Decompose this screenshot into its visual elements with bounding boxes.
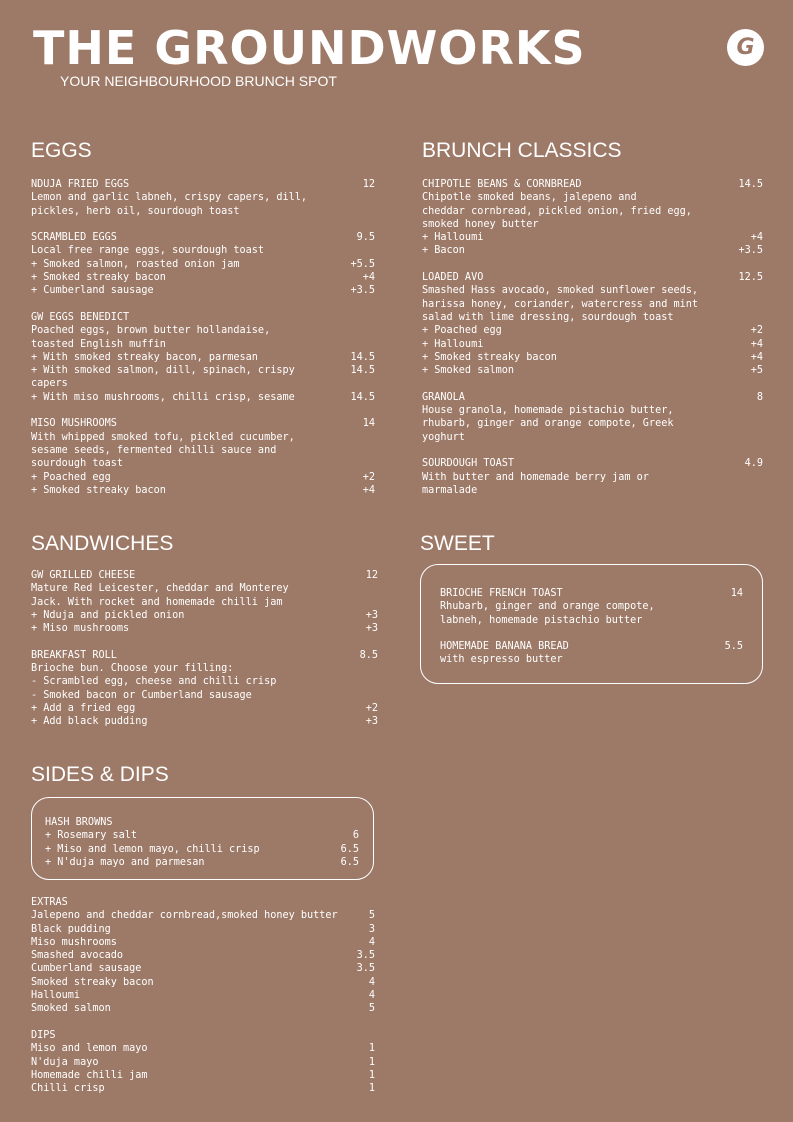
spacer	[31, 1016, 375, 1029]
option-label: + N'duja mayo and parmesan	[45, 856, 205, 868]
menu-item-description: with espresso butter	[440, 654, 563, 666]
add-on-label: + Halloumi	[422, 232, 484, 244]
extras-item-label: Miso mushrooms	[31, 936, 117, 948]
menu-item-description: With whipped smoked tofu, pickled cucumber,	[31, 431, 295, 443]
spacer	[31, 218, 375, 231]
option-line	[45, 856, 359, 869]
menu-item-header	[422, 391, 763, 404]
menu-item-description: House granola, homemade pistachio butter,	[422, 405, 674, 417]
add-on-price: +5.5	[350, 258, 375, 270]
add-on-line	[31, 609, 378, 622]
dips-line	[31, 1082, 375, 1095]
add-on-price: 14.5	[350, 365, 375, 377]
logo-icon: G	[727, 29, 764, 66]
menu-item-name: HOMEMADE BANANA BREAD	[440, 641, 569, 653]
add-on-line	[31, 471, 375, 484]
spacer	[31, 404, 375, 417]
add-on-price: 14.5	[350, 351, 375, 363]
menu-item-description: Rhubarb, ginger and orange compote,	[440, 601, 655, 613]
menu-item-price: 4.9	[744, 458, 763, 470]
section-heading-brunch: BRUNCH CLASSICS	[422, 139, 622, 162]
add-on-label: + With miso mushrooms, chilli crisp, sesame	[31, 391, 295, 403]
dips-item-price: 1	[368, 1083, 375, 1095]
add-on-line	[422, 231, 763, 244]
add-on-price: +5	[750, 365, 763, 377]
menu-item-price: 9.5	[356, 232, 375, 244]
add-on-price: +4	[362, 272, 375, 284]
section-heading-sides: SIDES & DIPS	[31, 763, 169, 786]
menu-item-price: 8	[756, 391, 763, 403]
add-on-price: +4	[750, 232, 763, 244]
extras-item-price: 3	[368, 923, 375, 935]
dips-line	[31, 1056, 375, 1069]
menu-item-description: Lemon and garlic labneh, crispy capers, dill,	[31, 192, 308, 204]
dips-line	[31, 1069, 375, 1082]
add-on-line	[31, 715, 378, 728]
extras-heading: EXTRAS	[31, 897, 68, 908]
add-on-line	[422, 244, 763, 257]
option-line	[45, 829, 359, 842]
menu-item-header	[422, 178, 763, 191]
add-on-line	[31, 364, 375, 377]
menu-item-price: 12	[365, 570, 378, 581]
section-heading-sweet: SWEET	[420, 532, 495, 555]
menu-item-description: Smashed Hass avocado, smoked sunflower seeds,	[422, 285, 699, 297]
section-heading-eggs: EGGS	[31, 139, 92, 162]
menu-item-description: sesame seeds, fermented chilli sauce and	[31, 444, 277, 456]
add-on-price: +2	[362, 471, 375, 483]
extras-item-price: 5	[368, 910, 375, 922]
extras-item-price: 4	[368, 990, 375, 1002]
sweet-menu	[440, 587, 743, 667]
add-on-line	[31, 271, 375, 284]
add-on-line	[31, 284, 375, 297]
dips-item-price: 1	[368, 1056, 375, 1068]
menu-item-description: yoghurt	[422, 431, 465, 443]
add-on-label: + Add black pudding	[31, 716, 148, 728]
extras-line	[31, 949, 375, 962]
menu-item-name: GRANOLA	[422, 391, 465, 403]
menu-item-description: Jack. With rocket and homemade chilli jam	[31, 596, 283, 608]
add-on-price: +3.5	[350, 285, 375, 297]
add-on-line	[31, 377, 375, 390]
menu-item-description: harissa honey, coriander, watercress and mint	[422, 298, 699, 310]
extras-item-label: Smashed avocado	[31, 950, 124, 962]
add-on-line	[31, 351, 375, 364]
extras-item-label: Jalepeno and cheddar cornbread,smoked honey butter	[31, 910, 338, 922]
extras-item-price: 4	[368, 936, 375, 948]
menu-item-description: Poached eggs, brown butter hollandaise,	[31, 325, 271, 337]
extras-line	[31, 976, 375, 989]
option-price: 6	[352, 830, 359, 842]
dips-item-label: N'duja mayo	[31, 1056, 99, 1068]
menu-item-price: 8.5	[359, 649, 378, 661]
extras-item-price: 3.5	[356, 950, 375, 962]
dips-item-price: 1	[368, 1069, 375, 1081]
menu-item-header	[31, 178, 375, 191]
menu-item-header	[31, 417, 375, 430]
option-price: 6.5	[340, 843, 359, 855]
add-on-line	[31, 258, 375, 271]
brunch-classics-menu	[422, 178, 763, 497]
tagline: YOUR NEIGHBOURHOOD BRUNCH SPOT	[60, 73, 337, 89]
extras-item-price: 3.5	[356, 963, 375, 975]
add-on-line	[422, 351, 763, 364]
add-on-label: + Smoked streaky bacon	[422, 351, 557, 363]
menu-item-description: - Smoked bacon or Cumberland sausage	[31, 689, 252, 701]
option-line	[45, 843, 359, 856]
menu-item-header	[422, 271, 763, 284]
menu-item-description: Chipotle smoked beans, jalepeno and	[422, 192, 637, 204]
add-on-line	[422, 364, 763, 377]
add-on-line	[422, 324, 763, 337]
eggs-menu	[31, 178, 375, 497]
extras-item-label: Cumberland sausage	[31, 963, 142, 975]
add-on-label: + Smoked salmon, roasted onion jam	[31, 258, 240, 270]
section-heading-sandwiches: SANDWICHES	[31, 532, 174, 555]
add-on-line	[31, 622, 378, 635]
menu-item-header	[31, 231, 375, 244]
menu-item-name: LOADED AVO	[422, 272, 484, 284]
add-on-label: + With smoked salmon, dill, spinach, crispy	[31, 365, 295, 377]
extras-item-label: Black pudding	[31, 923, 111, 935]
add-on-price: +2	[365, 702, 378, 714]
dips-item-label: Miso and lemon mayo	[31, 1043, 148, 1055]
extras-item-label: Halloumi	[31, 990, 81, 1002]
menu-item-price: 12	[362, 179, 375, 190]
menu-item-header	[31, 649, 378, 662]
option-price: 6.5	[340, 856, 359, 868]
menu-item-name: MISO MUSHROOMS	[31, 418, 117, 430]
spacer	[31, 635, 378, 648]
restaurant-title: THE GROUNDWORKS	[33, 21, 586, 75]
menu-item-header	[31, 311, 375, 324]
extras-item-label: Smoked salmon	[31, 1003, 111, 1015]
sandwiches-menu	[31, 569, 378, 729]
menu-item-description: sourdough toast	[31, 458, 124, 470]
add-on-price: +3	[365, 609, 378, 621]
menu-item-header	[31, 569, 378, 582]
menu-item-description: With butter and homemade berry jam or	[422, 471, 649, 483]
add-on-label: + With smoked streaky bacon, parmesan	[31, 351, 258, 363]
menu-item-name: BRIOCHE FRENCH TOAST	[440, 588, 563, 599]
menu-item-header	[422, 457, 763, 470]
add-on-label: + Nduja and pickled onion	[31, 609, 185, 621]
add-on-label: + Smoked salmon	[422, 365, 515, 377]
extras-item-price: 5	[368, 1003, 375, 1015]
extras-line	[31, 1002, 375, 1015]
add-on-label: capers	[31, 378, 68, 390]
extras-line	[31, 909, 375, 922]
add-on-price: 14.5	[350, 391, 375, 403]
menu-item-name: NDUJA FRIED EGGS	[31, 179, 130, 190]
menu-item-name: HASH BROWNS	[45, 817, 113, 828]
menu-item-name: GW GRILLED CHEESE	[31, 570, 136, 581]
extras-dips-menu	[31, 896, 375, 1095]
add-on-price: +4	[750, 338, 763, 350]
add-on-label: + Miso mushrooms	[31, 623, 130, 635]
menu-item-description: Mature Red Leicester, cheddar and Monterey	[31, 583, 289, 595]
menu-item-description: marmalade	[422, 484, 478, 496]
menu-item-description: Local free range eggs, sourdough toast	[31, 245, 265, 257]
menu-item-description: Brioche bun. Choose your filling:	[31, 663, 234, 675]
menu-item-price: 12.5	[738, 272, 763, 284]
add-on-line	[422, 338, 763, 351]
extras-line	[31, 962, 375, 975]
dips-item-label: Chilli crisp	[31, 1083, 105, 1095]
add-on-line	[31, 391, 375, 404]
add-on-price: +3	[365, 716, 378, 728]
add-on-price: +4	[750, 351, 763, 363]
add-on-label: + Smoked streaky bacon	[31, 484, 166, 496]
add-on-line	[31, 484, 375, 497]
menu-item-description: rhubarb, ginger and orange compote, Greek	[422, 418, 674, 430]
menu-item-description: pickles, herb oil, sourdough toast	[31, 205, 240, 217]
menu-item-description: cheddar cornbread, pickled onion, fried egg,	[422, 205, 692, 217]
add-on-label: + Poached egg	[422, 325, 502, 337]
spacer	[31, 298, 375, 311]
spacer	[440, 627, 743, 640]
add-on-label: + Bacon	[422, 245, 465, 257]
hash-browns-menu	[45, 816, 359, 869]
extras-line	[31, 989, 375, 1002]
menu-item-name: CHIPOTLE BEANS & CORNBREAD	[422, 179, 582, 190]
extras-line	[31, 936, 375, 949]
menu-item-name: GW EGGS BENEDICT	[31, 311, 130, 323]
add-on-price: +3.5	[738, 245, 763, 257]
dips-item-price: 1	[368, 1043, 375, 1055]
menu-item-description: labneh, homemade pistachio butter	[440, 614, 643, 626]
add-on-label: + Cumberland sausage	[31, 285, 154, 297]
menu-item-name: SCRAMBLED EGGS	[31, 232, 117, 244]
spacer	[422, 258, 763, 271]
dips-line	[31, 1042, 375, 1055]
add-on-price: +2	[750, 325, 763, 337]
add-on-label: + Add a fried egg	[31, 702, 136, 714]
menu-item-price: 14	[362, 418, 375, 430]
menu-item-header	[440, 587, 743, 600]
menu-item-description: smoked honey butter	[422, 218, 539, 230]
add-on-label: + Poached egg	[31, 471, 111, 483]
add-on-label: + Halloumi	[422, 338, 484, 350]
menu-item-header	[440, 640, 743, 653]
menu-item-price: 14.5	[738, 179, 763, 190]
spacer	[422, 444, 763, 457]
add-on-label: + Smoked streaky bacon	[31, 272, 166, 284]
add-on-price: +4	[362, 484, 375, 496]
extras-item-label: Smoked streaky bacon	[31, 976, 154, 988]
option-label: + Rosemary salt	[45, 830, 138, 842]
extras-line	[31, 923, 375, 936]
menu-item-name: BREAKFAST ROLL	[31, 649, 117, 661]
dips-heading: DIPS	[31, 1029, 56, 1041]
menu-item-price: 14	[730, 588, 743, 599]
menu-item-name: SOURDOUGH TOAST	[422, 458, 515, 470]
dips-item-label: Homemade chilli jam	[31, 1069, 148, 1081]
spacer	[422, 377, 763, 390]
menu-item-description: - Scrambled egg, cheese and chilli crisp	[31, 676, 277, 688]
add-on-price: +3	[365, 623, 378, 635]
menu-item-description: salad with lime dressing, sourdough toast	[422, 311, 674, 323]
menu-item-price: 5.5	[724, 641, 743, 653]
menu-item-description: toasted English muffin	[31, 338, 166, 350]
extras-item-price: 4	[368, 976, 375, 988]
option-label: + Miso and lemon mayo, chilli crisp	[45, 843, 260, 855]
add-on-line	[31, 702, 378, 715]
